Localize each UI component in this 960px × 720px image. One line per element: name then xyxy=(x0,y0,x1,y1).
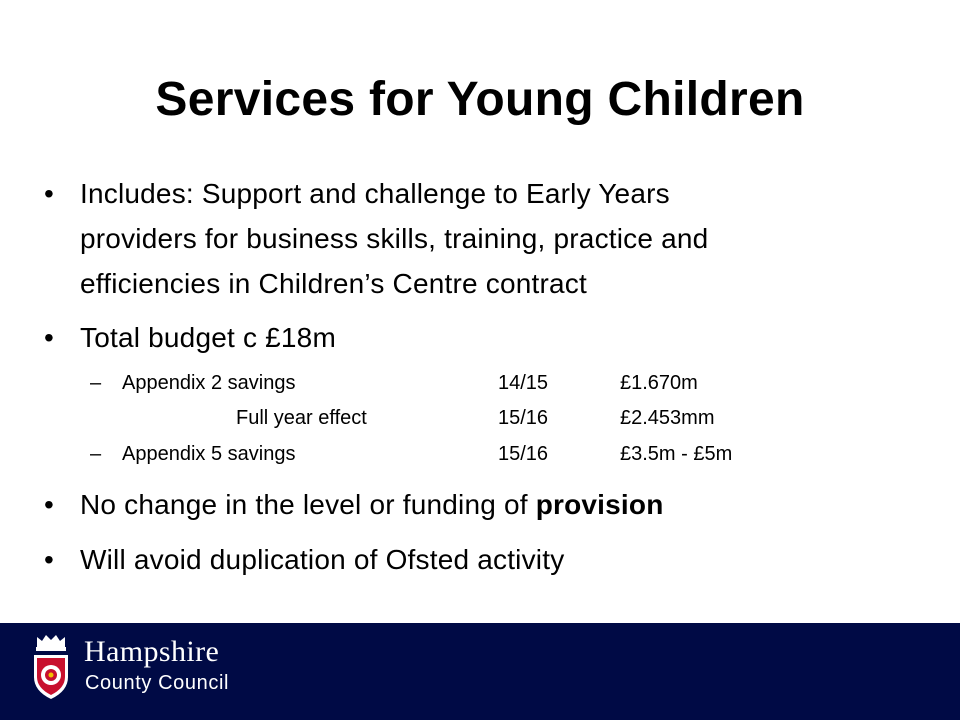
bullet-text-regular: No change in the level or funding of xyxy=(80,489,536,520)
sub-item-year: 15/16 xyxy=(498,443,549,465)
bullet-text: Total budget c £18m xyxy=(80,322,336,353)
sub-item-amount: £3.5m - £5m xyxy=(620,443,733,465)
bullet-line: providers for business skills, training, practice and xyxy=(80,223,709,254)
bullet-dot: • xyxy=(44,544,55,575)
slide-title: Services for Young Children xyxy=(155,73,805,126)
bullet-text xyxy=(80,171,708,306)
bullet-text: Will avoid duplication of Ofsted activity xyxy=(80,544,565,575)
org-subname: County Council xyxy=(85,672,230,694)
sub-dash: – xyxy=(90,372,102,394)
sub-item-year: 15/16 xyxy=(498,407,549,429)
bullet-dot: • xyxy=(44,322,55,353)
bullet-line: efficiencies in Children’s Centre contract xyxy=(80,268,587,299)
bullet-dot: • xyxy=(44,178,55,209)
footer-bar xyxy=(0,623,960,720)
bullet-text xyxy=(80,482,664,527)
sub-dash: – xyxy=(90,443,102,465)
sub-item-label: Full year effect xyxy=(236,407,367,429)
sub-item-label: Appendix 2 savings xyxy=(122,372,296,394)
sub-item-amount: £2.453mm xyxy=(620,407,715,429)
org-name: Hampshire xyxy=(84,635,220,668)
sub-item-year: 14/15 xyxy=(498,372,549,394)
bullet-dot: • xyxy=(44,489,55,520)
sub-item-label: Appendix 5 savings xyxy=(122,443,296,465)
bullet-text-bold: provision xyxy=(535,489,664,520)
sub-item-amount: £1.670m xyxy=(620,372,698,394)
bullet-line: Includes: Support and challenge to Early Years xyxy=(80,178,670,209)
hampshire-crest-icon xyxy=(28,633,74,709)
